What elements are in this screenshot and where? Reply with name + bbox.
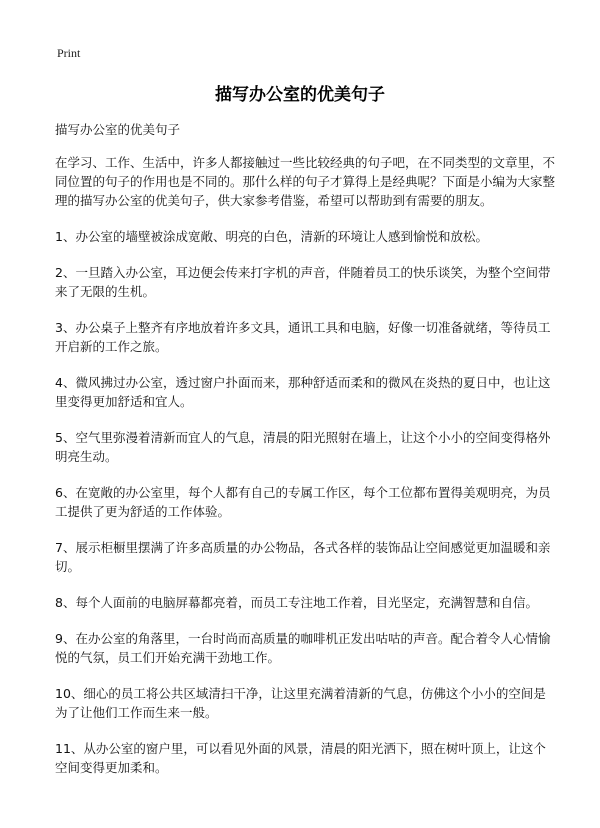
- list-item: 8、每个人面前的电脑屏幕都亮着，而员工专注地工作着，目光坚定，充满智慧和自信。: [55, 595, 538, 610]
- list-item: 6、在宽敞的办公室里，每个人都有自己的专属工作区，每个工位都布置得美观明亮，为员工提供了更为舒适的工作体验。: [55, 485, 551, 519]
- list-item: 1、办公室的墙壁被涂成宽敞、明亮的白色，清新的环境让人感到愉悦和放松。: [55, 229, 488, 244]
- list-item: 11、从办公室的窗户里，可以看见外面的风景，清晨的阳光洒下，照在树叶顶上，让这个空间变得更加柔和。: [55, 741, 546, 775]
- list-item: 5、空气里弥漫着清新而宜人的气息，清晨的阳光照射在墙上，让这个小小的空间变得格外明亮生动。: [55, 430, 551, 464]
- print-label: Print: [57, 46, 81, 60]
- page-title: 描写办公室的优美句子: [215, 85, 385, 105]
- intro-paragraph: 在学习、工作、生活中，许多人都接触过一些比较经典的句子吧，在不同类型的文章里，不同位置的句子的作用也是不同的。那什么样的句子才算得上是经典呢？下面是小编为大家整理的描写办公室的优美句子，供大家参考借鉴，希望可以帮助到有需要的朋友。: [55, 155, 556, 208]
- list-item: 10、细心的员工将公共区域清扫干净，让这里充满着清新的气息，仿佛这个小小的空间是为了让他们工作而生来一般。: [55, 686, 546, 720]
- list-item: 2、一旦踏入办公室，耳边便会传来打字机的声音，伴随着员工的快乐谈笑，为整个空间带来了无限的生机。: [55, 265, 551, 299]
- document-subtitle: 描写办公室的优美句子: [55, 122, 181, 137]
- list-item: 4、微风拂过办公室，透过窗户扑面而来，那种舒适而柔和的微风在炎热的夏日中，也让这里变得更加舒适和宜人。: [55, 375, 551, 409]
- list-item: 3、办公桌子上整齐有序地放着许多文具，通讯工具和电脑，好像一切准备就绪，等待员工开启新的工作之旅。: [55, 320, 551, 354]
- list-item: 9、在办公室的角落里，一台时尚而高质量的咖啡机正发出咕咕的声音。配合着令人心情愉悦的气氛，员工们开始充满干劲地工作。: [55, 631, 551, 665]
- document-body: [55, 120, 555, 794]
- list-item: 7、展示柜橱里摆满了许多高质量的办公物品，各式各样的装饰品让空间感觉更加温暖和亲切。: [55, 540, 551, 574]
